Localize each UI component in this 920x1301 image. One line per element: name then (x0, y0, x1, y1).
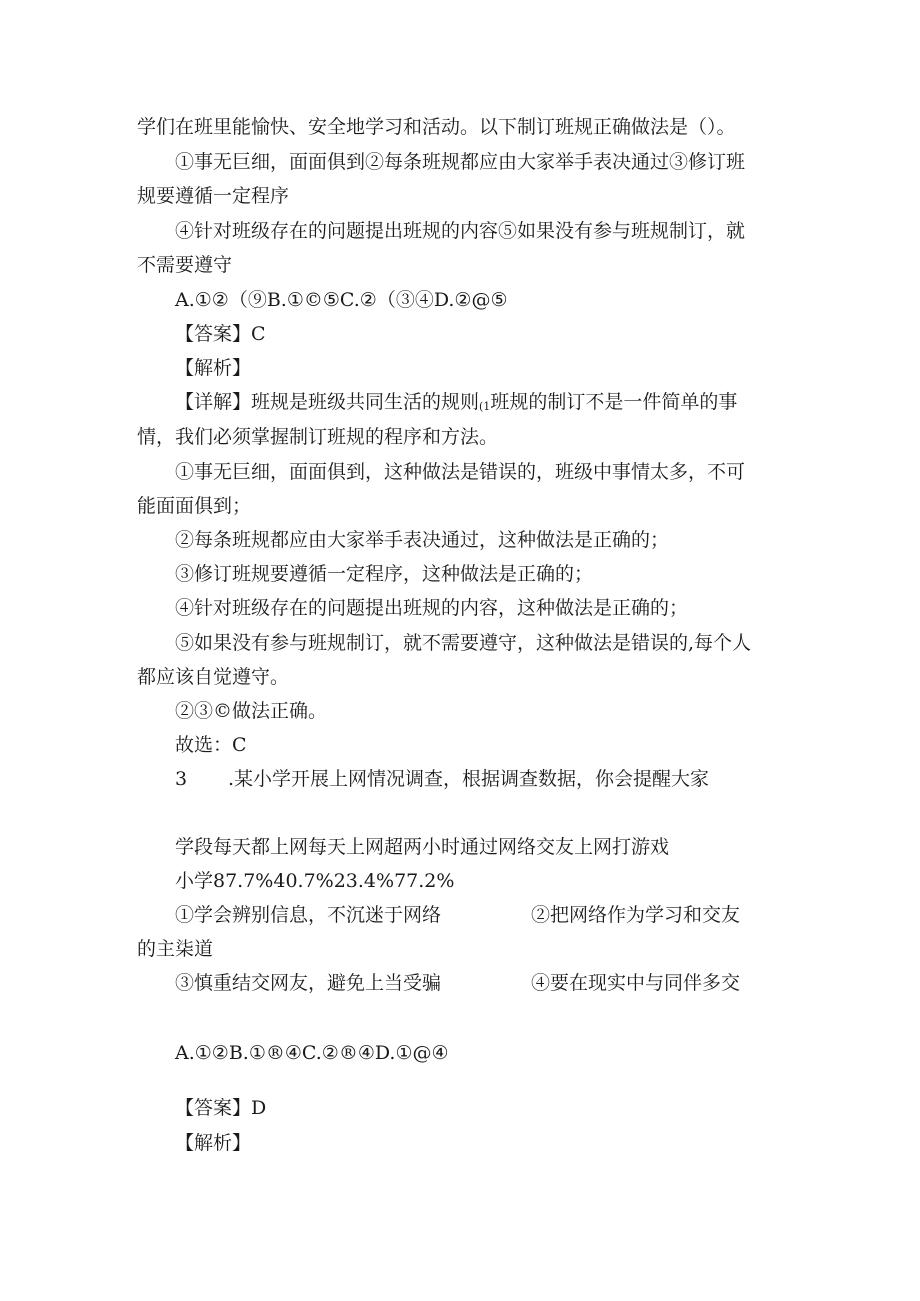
option-item: ③慎重结交网友，避免上当受骗 (175, 972, 442, 994)
statement-line: 不需要遵守 (137, 254, 233, 276)
explanation-line: 都应该自觉遵守。 (137, 666, 290, 688)
detail-line: 情，我们必须掌握制订班规的程序和方法。 (137, 426, 499, 448)
statement-line: ①事无巨细，面面俱到②每条班规都应由大家举手表决通过③修订班 (175, 151, 746, 173)
option-item: ④要在现实中与同伴多交 (531, 972, 741, 994)
question-stem: .某小学开展上网情况调查，根据调查数据，你会提醒大家 (228, 768, 710, 790)
final-choice: 故选：C (175, 734, 247, 756)
detail-text: 【详解】班规是班级共同生活的规则 (175, 391, 480, 413)
detail-text: 班规的制订不是一件简单的事 (490, 391, 738, 413)
statement-line: ④针对班级存在的问题提出班规的内容⑤如果没有参与班规制订，就 (175, 220, 746, 242)
answer-options: A.①②（⑨B.①©⑤C.②（③④D.②@⑤ (175, 289, 508, 311)
explanation-line: ⑤如果没有参与班规制订，就不需要遵守，这种做法是错误的,每个人 (175, 632, 752, 654)
answer-options: A.①②B.①®④C.②®④D.①@④ (175, 1042, 449, 1064)
answer-label: 【答案】D (175, 1097, 267, 1119)
detail-line (175, 389, 737, 420)
analysis-label: 【解析】 (175, 1132, 252, 1154)
explanation-line: ②每条班规都应由大家举手表决通过，这种做法是正确的； (175, 529, 670, 551)
analysis-label: 【解析】 (175, 357, 252, 379)
question-stem-continuation: 学们在班里能愉快、安全地学习和活动。以下制订班规正确做法是（）。 (137, 116, 736, 138)
detail-mark: (1 (479, 400, 491, 413)
option-item: 的主柒道 (137, 938, 214, 960)
conclusion: ②③©做法正确。 (175, 700, 328, 722)
explanation-line: ④针对班级存在的问题提出班规的内容，这种做法是正确的； (175, 597, 689, 619)
explanation-line: ③修订班规要遵循一定程序，这种做法是正确的； (175, 563, 594, 585)
explanation-line: ①事无巨细，面面俱到，这种做法是错误的，班级中事情太多，不可 (175, 461, 746, 483)
option-item: ①学会辨别信息，不沉迷于网络 (175, 904, 442, 926)
answer-label: 【答案】C (175, 323, 266, 345)
survey-table-row: 小学87.7%40.7%23.4%77.2% (175, 870, 455, 892)
statement-line: 规要遵循一定程序 (137, 185, 290, 207)
option-item: ②把网络作为学习和交友 (531, 904, 741, 926)
question-number: 3 (175, 768, 188, 790)
survey-table-header: 学段每天都上网每天上网超两小时通过网络交友上网打游戏 (175, 836, 670, 858)
explanation-line: 能面面俱到； (137, 495, 252, 517)
